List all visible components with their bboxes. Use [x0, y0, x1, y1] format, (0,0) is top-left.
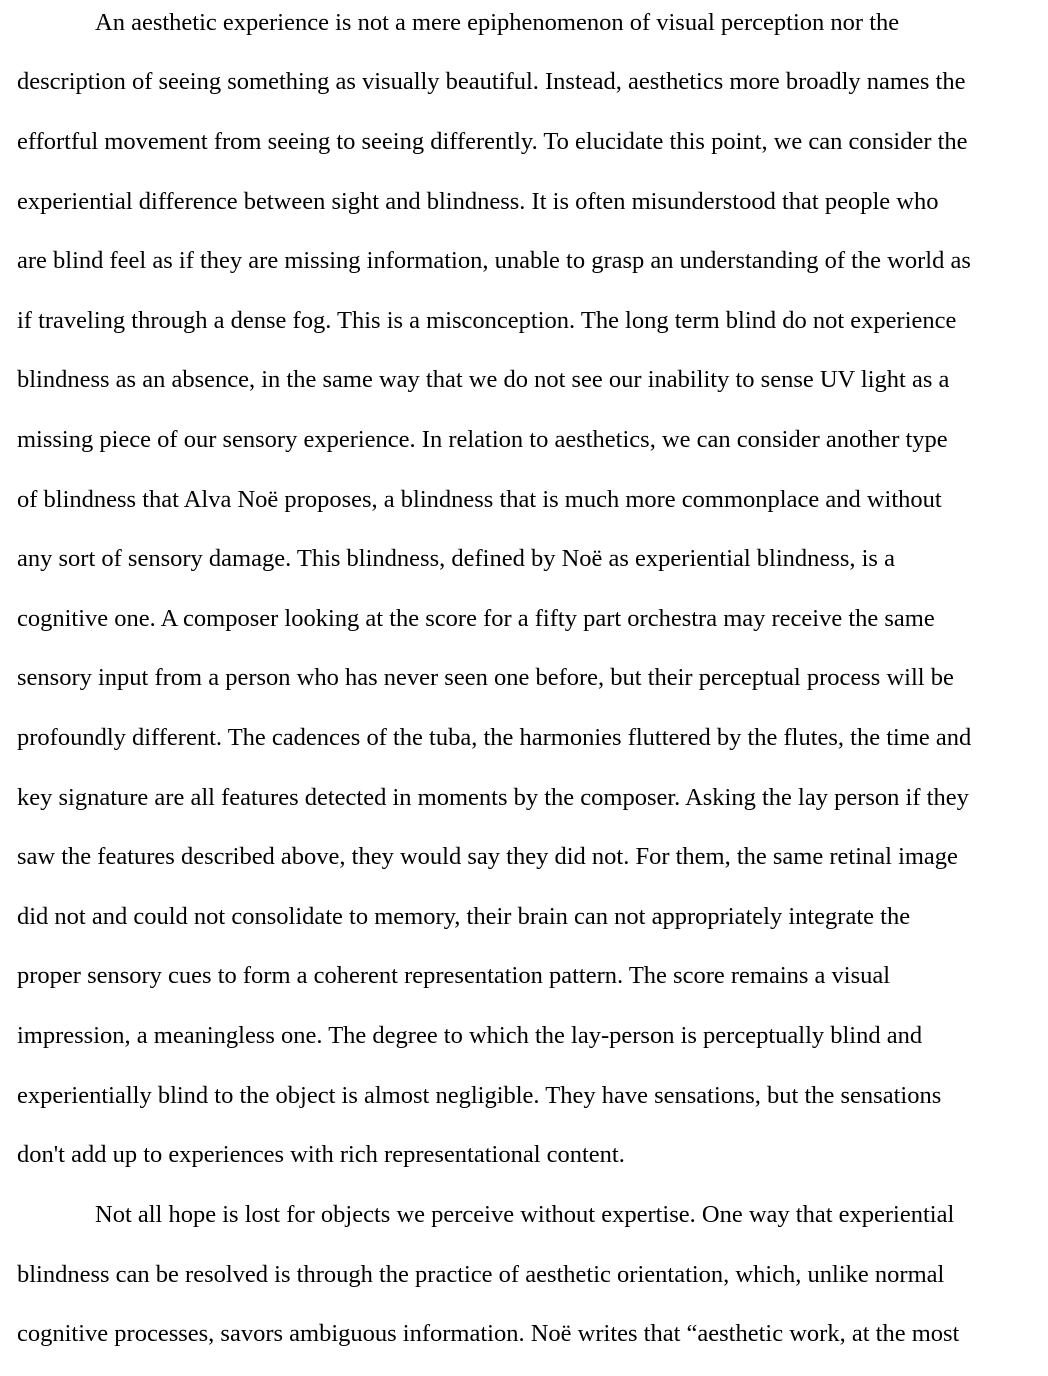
- paragraph-1-line-17: proper sensory cues to form a coherent representation pattern. The score remains a visual: [17, 962, 891, 989]
- paragraph-1-line-7: blindness as an absence, in the same way that we do not see our inability to sense UV light as a: [17, 366, 950, 393]
- paragraph-1-line-12: sensory input from a person who has never seen one before, but their perceptual process will be: [17, 664, 954, 691]
- paragraph-1-line-20: don't add up to experiences with rich representational content.: [17, 1141, 625, 1168]
- paragraph-1-line-13: profoundly different. The cadences of the tuba, the harmonies fluttered by the flutes, the time and: [17, 724, 972, 751]
- paragraph-1-line-16: did not and could not consolidate to memory, their brain can not appropriately integrate the: [17, 903, 911, 930]
- paragraph-1-line-3: effortful movement from seeing to seeing differently. To elucidate this point, we can consider the: [17, 128, 968, 155]
- paragraph-1-line-11: cognitive one. A composer looking at the score for a fifty part orchestra may receive the same: [17, 605, 935, 632]
- paragraph-1-line-10: any sort of sensory damage. This blindness, defined by Noë as experiential blindness, is a: [17, 545, 895, 572]
- paragraph-1-line-15: saw the features described above, they would say they did not. For them, the same retinal image: [17, 843, 958, 870]
- paragraph-2-line-2: blindness can be resolved is through the practice of aesthetic orientation, which, unlike normal: [17, 1261, 945, 1288]
- paragraph-1-line-9: of blindness that Alva Noë proposes, a blindness that is much more commonplace and without: [17, 486, 942, 513]
- paragraph-1-line-6: if traveling through a dense fog. This is a misconception. The long term blind do not experience: [17, 307, 957, 334]
- paragraph-1-line-1: An aesthetic experience is not a mere epiphenomenon of visual perception nor the: [95, 9, 900, 36]
- paragraph-1-line-2: description of seeing something as visually beautiful. Instead, aesthetics more broadly names the: [17, 68, 966, 95]
- paragraph-2-line-1: Not all hope is lost for objects we perceive without expertise. One way that experiential: [95, 1201, 955, 1228]
- paragraph-1-line-14: key signature are all features detected in moments by the composer. Asking the lay person if they: [17, 784, 969, 811]
- paragraph-1-line-18: impression, a meaningless one. The degree to which the lay-person is perceptually blind and: [17, 1022, 923, 1049]
- paragraph-1-line-8: missing piece of our sensory experience. In relation to aesthetics, we can consider another type: [17, 426, 948, 453]
- paragraph-1-line-5: are blind feel as if they are missing information, unable to grasp an understanding of the world as: [17, 247, 971, 274]
- paragraph-2-line-3: cognitive processes, savors ambiguous information. Noë writes that “aesthetic work, at the most: [17, 1320, 960, 1347]
- paragraph-1-line-4: experiential difference between sight and blindness. It is often misunderstood that people who: [17, 188, 939, 215]
- paragraph-1-line-19: experientially blind to the object is almost negligible. They have sensations, but the sensations: [17, 1082, 942, 1109]
